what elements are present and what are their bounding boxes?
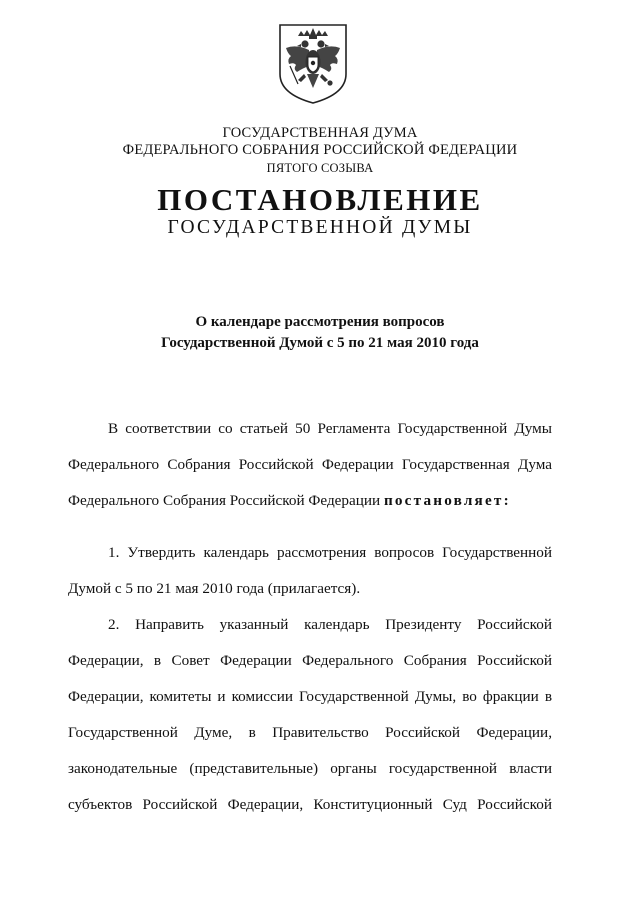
document-issuer-title: ГОСУДАРСТВЕННОЙ ДУМЫ (167, 217, 473, 238)
subject-heading-line-2: Государственной Думой с 5 по 21 мая 2010 года (161, 335, 479, 351)
item-2-line-6: субъектов Российской Федерации, Конституционный Суд Российской (68, 796, 552, 813)
subject-heading-line-1: О календаре рассмотрения вопросов (195, 314, 445, 330)
item-2-line-5: законодательные (представительные) органы государственной власти (68, 760, 552, 777)
resolution-verb: постановляет: (383, 492, 511, 509)
preamble-line-3-text: Федерального Собрания Российской Федерации (68, 492, 384, 509)
preamble-line-2: Федерального Собрания Российской Федерации Государственная Дума (68, 456, 552, 473)
item-1-line-1: 1. Утвердить календарь рассмотрения вопросов Государственной (108, 544, 552, 561)
issuer-name-line-1: ГОСУДАРСТВЕННАЯ ДУМА (222, 125, 418, 141)
preamble-line-1: В соответствии со статьей 50 Регламента Государственной Думы (108, 420, 552, 437)
item-2-line-4: Государственной Думе, в Правительство Российской Федерации, (68, 724, 552, 741)
russian-coat-of-arms-icon (276, 22, 350, 106)
convocation-label: ПЯТОГО СОЗЫВА (266, 161, 374, 175)
issuer-name-line-2: ФЕДЕРАЛЬНОГО СОБРАНИЯ РОССИЙСКОЙ ФЕДЕРАЦИИ (122, 142, 518, 158)
document-type-title: ПОСТАНОВЛЕНИЕ (157, 182, 483, 217)
item-1-line-2: Думой с 5 по 21 мая 2010 года (прилагается). (68, 580, 361, 597)
item-2-line-1: 2. Направить указанный календарь Президенту Российской (108, 616, 552, 633)
item-2-line-3: Федерации, комитеты и комиссии Государственной Думы, во фракции в (68, 688, 552, 705)
item-2-line-2: Федерации, в Совет Федерации Федерального Собрания Российской (68, 652, 552, 669)
preamble-line-3 (68, 491, 552, 511)
